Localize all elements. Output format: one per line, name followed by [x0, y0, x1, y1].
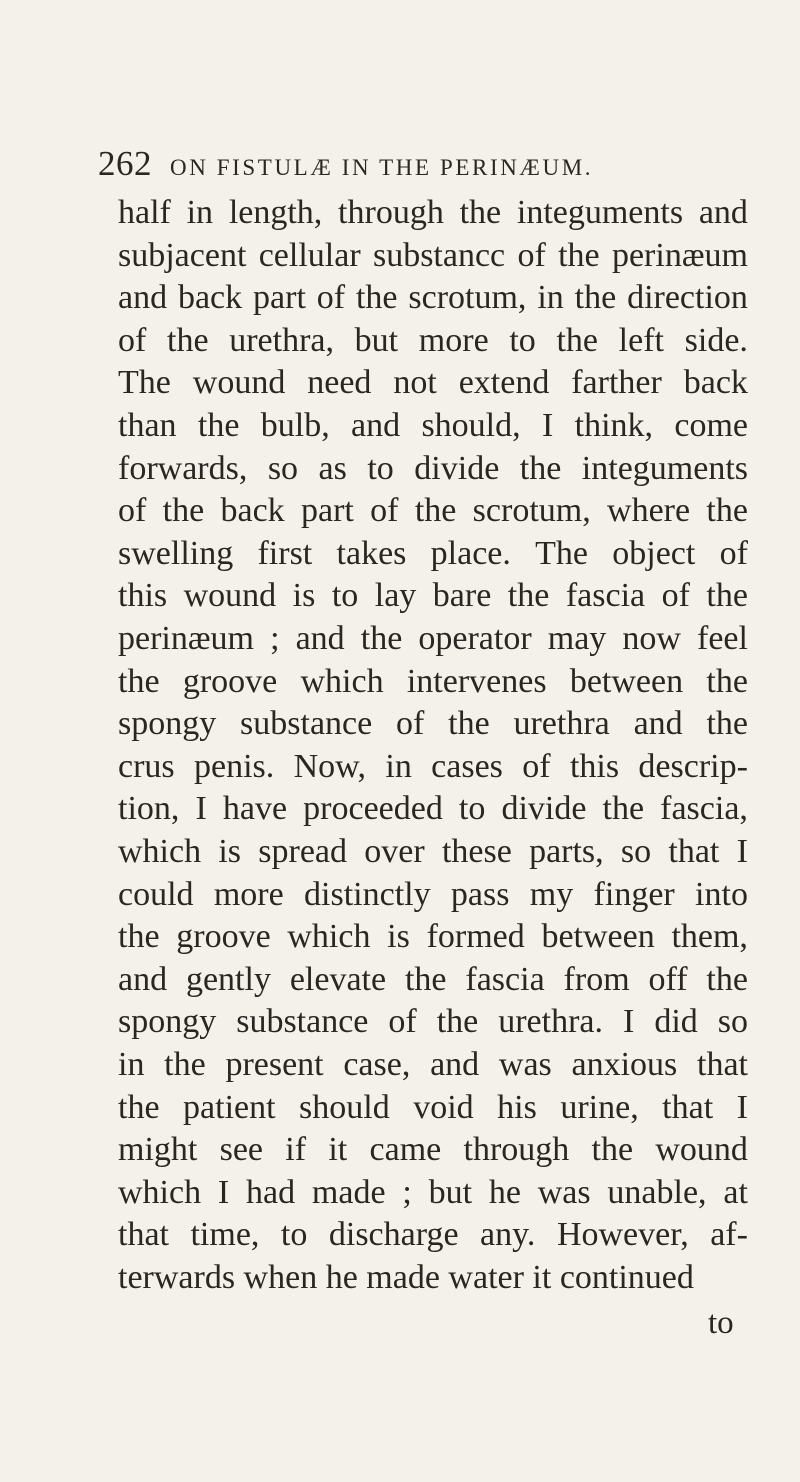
text-line: spongy substance of the urethra. I did so: [118, 1003, 748, 1041]
text-line: which I had made ; but he was unable, at: [118, 1173, 748, 1211]
text-line: that time, to discharge any. However, af-: [118, 1216, 748, 1254]
text-line: perinæum ; and the operator may now feel: [118, 620, 748, 657]
text-line: the groove which is formed between them,: [118, 918, 748, 956]
running-head: [98, 146, 593, 181]
text-line: the groove which intervenes between the: [118, 662, 748, 700]
text-line: and gently elevate the fascia from off the: [118, 960, 748, 998]
text-line: could more distinctly pass my finger into: [118, 875, 748, 913]
text-line: crus penis. Now, in cases of this descrip-: [118, 747, 748, 785]
text-line: subjacent cellular substancc of the perinæum: [118, 236, 748, 274]
text-line: the patient should void his urine, that I: [118, 1088, 748, 1126]
text-line: swelling first takes place. The object of: [118, 534, 748, 572]
text-line: spongy substance of the urethra and the: [118, 705, 748, 743]
text-line: tion, I have proceeded to divide the fascia,: [118, 790, 748, 828]
text-line: in the present case, and was anxious that: [118, 1046, 748, 1083]
text-line: and back part of the scrotum, in the direction: [118, 279, 748, 317]
text-line: of the back part of the scrotum, where the: [118, 492, 748, 530]
text-line: which is spread over these parts, so that I: [118, 833, 748, 870]
text-line: forwards, so as to divide the integuments: [118, 449, 748, 487]
catchword: to: [708, 1305, 734, 1341]
running-title: ON FISTULÆ IN THE PERINÆUM.: [170, 155, 594, 180]
text-line: might see if it came through the wound: [118, 1131, 748, 1169]
text-line: half in length, through the integuments and: [118, 194, 748, 231]
text-line: terwards when he made water it continued: [118, 1259, 694, 1296]
text-line: of the urethra, but more to the left side.: [118, 321, 748, 359]
text-line: than the bulb, and should, I think, come: [118, 407, 748, 444]
page-number: 262: [98, 144, 152, 183]
text-line: this wound is to lay bare the fascia of the: [118, 577, 748, 615]
text-line: The wound need not extend farther back: [118, 364, 748, 402]
